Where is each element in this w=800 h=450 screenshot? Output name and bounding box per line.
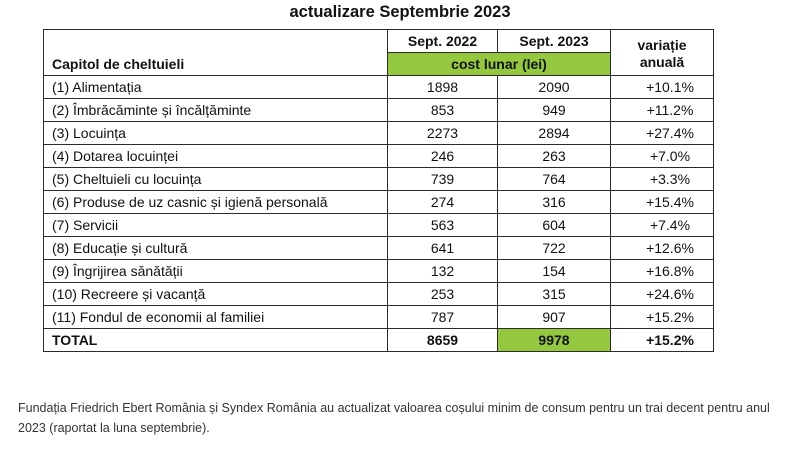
cell-variation: +11.2%	[611, 99, 714, 122]
cell-2023: 154	[498, 260, 611, 283]
cell-2023: 907	[498, 306, 611, 329]
cell-variation: +10.1%	[611, 76, 714, 99]
header-variation-line1: variație	[637, 36, 687, 53]
cell-2023: 263	[498, 145, 611, 168]
table-row	[44, 168, 714, 191]
total-label: TOTAL	[44, 329, 388, 352]
cell-variation: +3.3%	[611, 168, 714, 191]
cell-variation: +12.6%	[611, 237, 714, 260]
cell-category: (6) Produse de uz casnic și igienă personală	[44, 191, 388, 214]
cell-category: (5) Cheltuieli cu locuința	[44, 168, 388, 191]
header-variation	[611, 30, 714, 76]
table-title: actualizare Septembrie 2023	[289, 3, 511, 21]
cell-2022: 1898	[388, 76, 498, 99]
cell-2022: 641	[388, 237, 498, 260]
header-variation-line2: anuală	[639, 53, 685, 70]
cell-2022: 787	[388, 306, 498, 329]
header-cost-unit: cost lunar (lei)	[388, 53, 611, 76]
cell-2022: 2273	[388, 122, 498, 145]
table-row	[44, 260, 714, 283]
cell-2022: 246	[388, 145, 498, 168]
cell-2022: 739	[388, 168, 498, 191]
table-row	[44, 122, 714, 145]
table-row	[44, 191, 714, 214]
cell-2023: 764	[498, 168, 611, 191]
cell-variation: +15.2%	[611, 306, 714, 329]
cell-variation: +16.8%	[611, 260, 714, 283]
cell-2023: 949	[498, 99, 611, 122]
cell-category: (2) Îmbrăcăminte și încălțăminte	[44, 99, 388, 122]
cell-variation: +27.4%	[611, 122, 714, 145]
cell-variation: +24.6%	[611, 283, 714, 306]
expenses-table	[43, 29, 714, 352]
cell-category: (4) Dotarea locuinței	[44, 145, 388, 168]
header-sept-2022: Sept. 2022	[388, 30, 498, 53]
cell-category: (7) Servicii	[44, 214, 388, 237]
total-2023: 9978	[498, 329, 611, 352]
cell-2022: 132	[388, 260, 498, 283]
table-row	[44, 76, 714, 99]
total-variation: +15.2%	[611, 329, 714, 352]
cell-2022: 563	[388, 214, 498, 237]
cell-category: (3) Locuința	[44, 122, 388, 145]
cell-2022: 253	[388, 283, 498, 306]
cell-category: (10) Recreere și vacanță	[44, 283, 388, 306]
cell-2023: 315	[498, 283, 611, 306]
total-row	[44, 329, 714, 352]
cell-2023: 316	[498, 191, 611, 214]
cell-category: (1) Alimentația	[44, 76, 388, 99]
cell-category: (11) Fondul de economii al familiei	[44, 306, 388, 329]
table-row	[44, 237, 714, 260]
cell-variation: +7.4%	[611, 214, 714, 237]
expenses-table-wrapper	[43, 29, 714, 352]
header-row-1	[44, 30, 714, 53]
table-row	[44, 306, 714, 329]
cell-2023: 2894	[498, 122, 611, 145]
table-row	[44, 99, 714, 122]
cell-2022: 853	[388, 99, 498, 122]
caption-text: Fundația Friedrich Ebert România și Syndex România au actualizat valoarea coșului minim de consum pentru un trai decent pentru anul 2023 (raportat la luna septembrie).	[18, 401, 770, 435]
header-sept-2023: Sept. 2023	[498, 30, 611, 53]
table-row	[44, 145, 714, 168]
cell-2023: 2090	[498, 76, 611, 99]
cell-variation: +15.4%	[611, 191, 714, 214]
cell-2023: 604	[498, 214, 611, 237]
header-category: Capitol de cheltuieli	[44, 30, 388, 76]
cell-category: (8) Educație și cultură	[44, 237, 388, 260]
table-body	[44, 76, 714, 352]
total-2022: 8659	[388, 329, 498, 352]
cell-2022: 274	[388, 191, 498, 214]
cell-variation: +7.0%	[611, 145, 714, 168]
cell-2023: 722	[498, 237, 611, 260]
table-row	[44, 283, 714, 306]
table-row	[44, 214, 714, 237]
cell-category: (9) Îngrijirea sănătății	[44, 260, 388, 283]
